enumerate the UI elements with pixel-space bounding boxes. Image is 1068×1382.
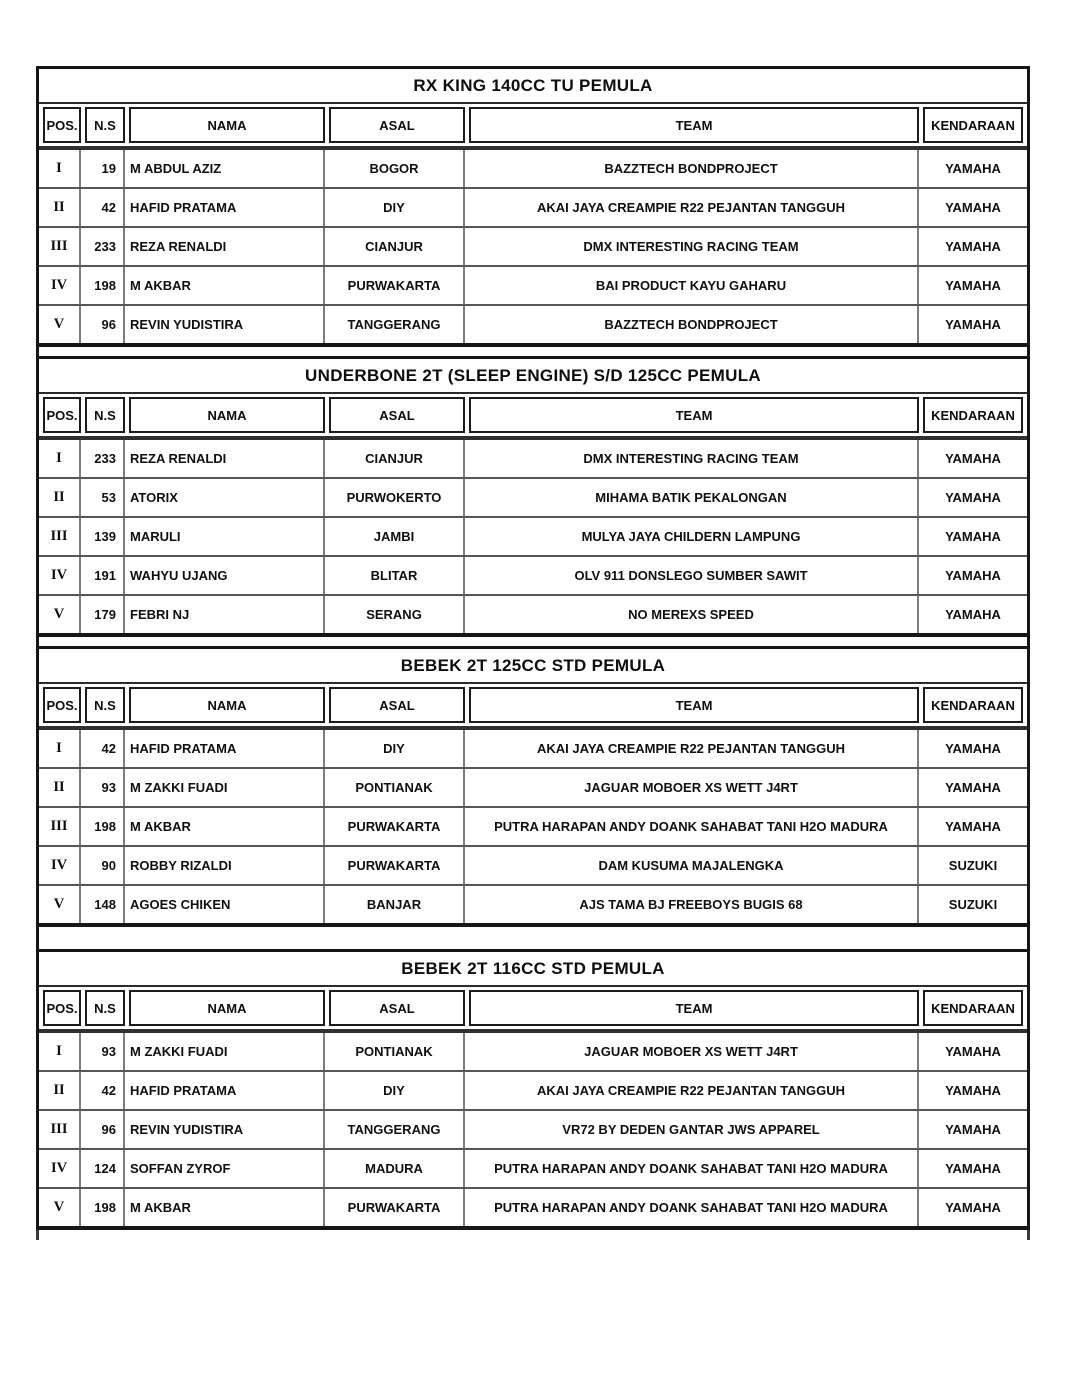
cell-team: DMX INTERESTING RACING TEAM — [465, 228, 919, 265]
cell-ns: 148 — [81, 886, 125, 923]
cell-kendaraan: YAMAHA — [945, 490, 1001, 505]
cell-team: VR72 BY DEDEN GANTAR JWS APPAREL — [465, 1111, 919, 1148]
cell-pos: IV — [39, 847, 81, 884]
cell-pos: II — [39, 769, 81, 806]
cell-pos: IV — [39, 557, 81, 594]
cell-kendaraan: YAMAHA — [945, 1122, 1001, 1137]
cell-team: OLV 911 DONSLEGO SUMBER SAWIT — [465, 557, 919, 594]
column-header-nama: NAMA — [129, 687, 325, 723]
table-header-row — [39, 392, 1027, 440]
cell-kendaraan: YAMAHA — [945, 819, 1001, 834]
cell-kendaraan: YAMAHA — [945, 607, 1001, 622]
results-table-bebek-125cc — [36, 646, 1030, 927]
cell-team: JAGUAR MOBOER XS WETT J4RT — [465, 1033, 919, 1070]
cell-team: AKAI JAYA CREAMPIE R22 PEJANTAN TANGGUH — [465, 730, 919, 767]
column-header-ns: N.S — [85, 990, 125, 1026]
table-row — [39, 769, 1027, 808]
results-table-underbone-125cc — [36, 356, 1030, 637]
cell-pos: II — [39, 479, 81, 516]
cell-team: PUTRA HARAPAN ANDY DOANK SAHABAT TANI H2O MADURA — [465, 1189, 919, 1226]
cell-asal: BLITAR — [325, 557, 465, 594]
table-row — [39, 1072, 1027, 1111]
cell-asal: DIY — [325, 189, 465, 226]
column-header-team: TEAM — [469, 107, 919, 143]
cell-asal: BANJAR — [325, 886, 465, 923]
cell-asal: CIANJUR — [325, 440, 465, 477]
column-header-pos: POS. — [43, 687, 81, 723]
cell-pos: V — [39, 306, 81, 343]
column-header-pos: POS. — [43, 107, 81, 143]
cell-asal: SERANG — [325, 596, 465, 633]
cell-asal: PURWAKARTA — [325, 808, 465, 845]
cell-nama: M ZAKKI FUADI — [125, 769, 325, 806]
table-row — [39, 1150, 1027, 1189]
column-header-ns: N.S — [85, 397, 125, 433]
cell-kendaraan: SUZUKI — [948, 897, 998, 912]
cell-ns: 198 — [81, 808, 125, 845]
column-header-nama: NAMA — [129, 107, 325, 143]
cell-kendaraan: YAMAHA — [945, 1161, 1001, 1176]
results-sheet — [36, 66, 1030, 1240]
cell-kendaraan: YAMAHA — [945, 780, 1001, 795]
cell-pos: I — [39, 1033, 81, 1070]
cell-ns: 93 — [81, 769, 125, 806]
column-header-kendaraan: KENDARAAN — [923, 397, 1023, 433]
cell-ns: 198 — [81, 267, 125, 304]
cell-nama: M AKBAR — [125, 808, 325, 845]
table-title: RX KING 140CC TU PEMULA — [413, 75, 653, 95]
cell-kendaraan: YAMAHA — [945, 529, 1001, 544]
cell-ns: 198 — [81, 1189, 125, 1226]
cell-pos: IV — [39, 267, 81, 304]
cell-asal: JAMBI — [325, 518, 465, 555]
column-header-kendaraan: KENDARAAN — [923, 990, 1023, 1026]
cell-nama: MARULI — [125, 518, 325, 555]
cell-pos: III — [39, 228, 81, 265]
cell-pos: III — [39, 518, 81, 555]
cell-kendaraan: YAMAHA — [945, 568, 1001, 583]
cell-ns: 42 — [81, 730, 125, 767]
table-title: BEBEK 2T 125CC STD PEMULA — [400, 655, 666, 675]
column-header-kendaraan: KENDARAAN — [923, 107, 1023, 143]
cell-nama: HAFID PRATAMA — [125, 189, 325, 226]
cell-kendaraan: YAMAHA — [945, 741, 1001, 756]
cell-pos: IV — [39, 1150, 81, 1187]
column-header-kendaraan: KENDARAAN — [923, 687, 1023, 723]
cell-team: AJS TAMA BJ FREEBOYS BUGIS 68 — [465, 886, 919, 923]
cell-ns: 191 — [81, 557, 125, 594]
cell-pos: II — [39, 1072, 81, 1109]
cell-team: DMX INTERESTING RACING TEAM — [465, 440, 919, 477]
table-row — [39, 1189, 1027, 1226]
cell-nama: REZA RENALDI — [125, 440, 325, 477]
cell-pos: V — [39, 596, 81, 633]
table-row — [39, 267, 1027, 306]
table-row — [39, 228, 1027, 267]
cell-nama: HAFID PRATAMA — [125, 1072, 325, 1109]
cell-kendaraan: YAMAHA — [945, 278, 1001, 293]
cell-nama: REVIN YUDISTIRA — [125, 306, 325, 343]
cell-pos: V — [39, 886, 81, 923]
table-row — [39, 596, 1027, 633]
table-row — [39, 808, 1027, 847]
cell-ns: 179 — [81, 596, 125, 633]
cell-pos: III — [39, 808, 81, 845]
table-gap — [36, 637, 1030, 646]
cell-nama: FEBRI NJ — [125, 596, 325, 633]
cell-asal: TANGGERANG — [325, 306, 465, 343]
cell-nama: HAFID PRATAMA — [125, 730, 325, 767]
table-row — [39, 730, 1027, 769]
column-header-asal: ASAL — [329, 107, 465, 143]
cell-asal: CIANJUR — [325, 228, 465, 265]
table-row — [39, 847, 1027, 886]
cell-asal: PURWAKARTA — [325, 847, 465, 884]
cell-asal: PURWAKARTA — [325, 1189, 465, 1226]
column-header-asal: ASAL — [329, 687, 465, 723]
cell-ns: 90 — [81, 847, 125, 884]
cell-kendaraan: YAMAHA — [945, 451, 1001, 466]
cell-pos: I — [39, 440, 81, 477]
cell-team: MIHAMA BATIK PEKALONGAN — [465, 479, 919, 516]
cell-asal: TANGGERANG — [325, 1111, 465, 1148]
table-header-row — [39, 102, 1027, 150]
column-header-asal: ASAL — [329, 990, 465, 1026]
table-header-row — [39, 985, 1027, 1033]
table-row — [39, 150, 1027, 189]
cell-team: BAZZTECH BONDPROJECT — [465, 150, 919, 187]
cell-ns: 233 — [81, 228, 125, 265]
cell-nama: AGOES CHIKEN — [125, 886, 325, 923]
cell-asal: MADURA — [325, 1150, 465, 1187]
column-header-ns: N.S — [85, 687, 125, 723]
cell-nama: M AKBAR — [125, 267, 325, 304]
cell-kendaraan: YAMAHA — [945, 317, 1001, 332]
cell-team: BAI PRODUCT KAYU GAHARU — [465, 267, 919, 304]
cell-team: MULYA JAYA CHILDERN LAMPUNG — [465, 518, 919, 555]
table-gap-large — [36, 927, 1030, 949]
cell-asal: PURWOKERTO — [325, 479, 465, 516]
table-title: UNDERBONE 2T (SLEEP ENGINE) S/D 125CC PEMULA — [305, 365, 761, 385]
cell-nama: M AKBAR — [125, 1189, 325, 1226]
cell-ns: 53 — [81, 479, 125, 516]
cell-pos: III — [39, 1111, 81, 1148]
table-row — [39, 189, 1027, 228]
table-row — [39, 306, 1027, 343]
cell-nama: M ABDUL AZIZ — [125, 150, 325, 187]
table-row — [39, 1111, 1027, 1150]
cell-kendaraan: YAMAHA — [945, 1044, 1001, 1059]
cell-ns: 233 — [81, 440, 125, 477]
cell-pos: I — [39, 150, 81, 187]
cell-pos: V — [39, 1189, 81, 1226]
cell-kendaraan: SUZUKI — [948, 858, 998, 873]
column-header-ns: N.S — [85, 107, 125, 143]
cell-asal: DIY — [325, 730, 465, 767]
cell-kendaraan: YAMAHA — [945, 1200, 1001, 1215]
column-header-team: TEAM — [469, 990, 919, 1026]
column-header-pos: POS. — [43, 397, 81, 433]
table-gap — [36, 347, 1030, 356]
table-row — [39, 886, 1027, 923]
cell-nama: ATORIX — [125, 479, 325, 516]
cell-ns: 93 — [81, 1033, 125, 1070]
results-table-rx-king-140cc — [36, 66, 1030, 347]
column-header-asal: ASAL — [329, 397, 465, 433]
cell-nama: REZA RENALDI — [125, 228, 325, 265]
cell-nama: WAHYU UJANG — [125, 557, 325, 594]
cell-team: AKAI JAYA CREAMPIE R22 PEJANTAN TANGGUH — [465, 1072, 919, 1109]
cell-team: JAGUAR MOBOER XS WETT J4RT — [465, 769, 919, 806]
table-row — [39, 557, 1027, 596]
cell-nama: SOFFAN ZYROF — [125, 1150, 325, 1187]
cell-kendaraan: YAMAHA — [945, 161, 1001, 176]
sheet-tail-border — [36, 1230, 1030, 1240]
cell-ns: 96 — [81, 1111, 125, 1148]
cell-team: PUTRA HARAPAN ANDY DOANK SAHABAT TANI H2O MADURA — [465, 808, 919, 845]
cell-asal: DIY — [325, 1072, 465, 1109]
table-row — [39, 518, 1027, 557]
cell-ns: 42 — [81, 1072, 125, 1109]
table-row — [39, 1033, 1027, 1072]
cell-ns: 19 — [81, 150, 125, 187]
table-title: BEBEK 2T 116CC STD PEMULA — [401, 958, 665, 978]
cell-asal: PONTIANAK — [325, 769, 465, 806]
cell-ns: 139 — [81, 518, 125, 555]
column-header-nama: NAMA — [129, 990, 325, 1026]
cell-nama: ROBBY RIZALDI — [125, 847, 325, 884]
cell-team: AKAI JAYA CREAMPIE R22 PEJANTAN TANGGUH — [465, 189, 919, 226]
cell-pos: II — [39, 189, 81, 226]
cell-nama: REVIN YUDISTIRA — [125, 1111, 325, 1148]
cell-team: PUTRA HARAPAN ANDY DOANK SAHABAT TANI H2O MADURA — [465, 1150, 919, 1187]
table-row — [39, 479, 1027, 518]
cell-ns: 96 — [81, 306, 125, 343]
cell-kendaraan: YAMAHA — [945, 200, 1001, 215]
column-header-team: TEAM — [469, 687, 919, 723]
cell-asal: PURWAKARTA — [325, 267, 465, 304]
cell-asal: PONTIANAK — [325, 1033, 465, 1070]
cell-ns: 42 — [81, 189, 125, 226]
cell-kendaraan: YAMAHA — [945, 1083, 1001, 1098]
column-header-pos: POS. — [43, 990, 81, 1026]
table-row — [39, 440, 1027, 479]
cell-kendaraan: YAMAHA — [945, 239, 1001, 254]
table-header-row — [39, 682, 1027, 730]
cell-team: DAM KUSUMA MAJALENGKA — [465, 847, 919, 884]
cell-asal: BOGOR — [325, 150, 465, 187]
results-table-bebek-116cc — [36, 949, 1030, 1230]
cell-pos: I — [39, 730, 81, 767]
cell-ns: 124 — [81, 1150, 125, 1187]
column-header-team: TEAM — [469, 397, 919, 433]
cell-team: NO MEREXS SPEED — [465, 596, 919, 633]
column-header-nama: NAMA — [129, 397, 325, 433]
cell-team: BAZZTECH BONDPROJECT — [465, 306, 919, 343]
cell-nama: M ZAKKI FUADI — [125, 1033, 325, 1070]
